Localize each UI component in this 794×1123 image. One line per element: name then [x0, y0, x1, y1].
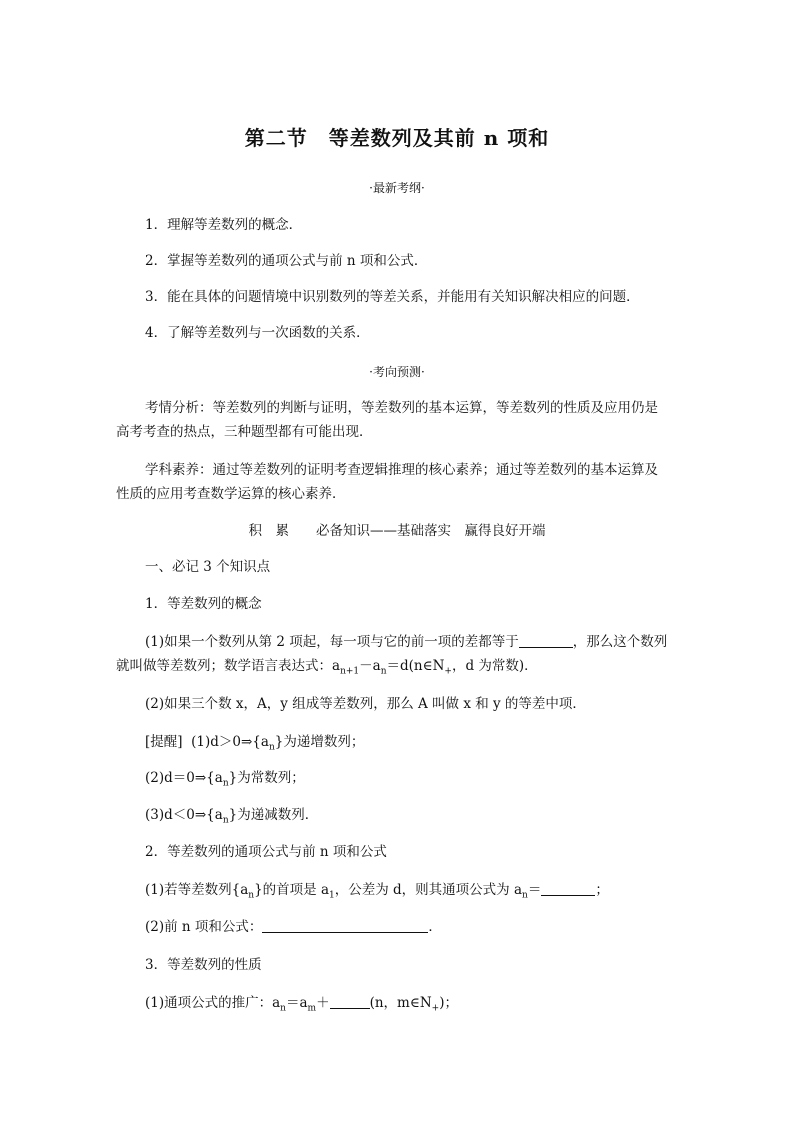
concept-para-2: (2)如果三个数 x，A，y 组成等差数列，那么 A 叫做 x 和 y 的等差中项．	[145, 696, 586, 712]
syllabus-item-3: 3．能在具体的问题情境中识别数列的等差关系，并能用有关知识解决相应的问题．	[145, 289, 640, 305]
analysis-line-2: 高考考查的热点，三种题型都有可能出现．	[116, 424, 373, 440]
syllabus-item-1: 1．理解等差数列的概念．	[145, 217, 303, 233]
accumulate-heading: 积 累 必备知识——基础落实 赢得良好开端	[248, 523, 546, 539]
tip-line-3: $(3)d<0\Rightarrow\{a_n\}$为递减数列．	[145, 807, 319, 826]
forecast-heading: ·考向预测·	[369, 365, 425, 379]
syllabus-heading: ·最新考纲·	[369, 181, 425, 195]
property-para-1: (1)通项公式的推广：$a_n=a_m+ (n$，$m\in N_+$)；	[145, 995, 458, 1014]
section1-heading: 一、必记 3 个知识点	[145, 559, 271, 575]
property-heading: 3．等差数列的性质	[145, 957, 262, 973]
formula-para-1: (1)若等差数列$\{a_n\}$的首项是 $a_1$，公差为 d，则其通项公式为 $a_n=$ ；	[145, 882, 609, 901]
fill-blank	[541, 881, 595, 896]
analysis-line-1: 考情分析：等差数列的判断与证明，等差数列的基本运算，等差数列的性质及应用仍是	[145, 400, 658, 416]
fill-blank	[262, 918, 428, 933]
fill-blank	[519, 633, 573, 648]
formula-heading: 2．等差数列的通项公式与前 n 项和公式	[145, 844, 387, 860]
syllabus-item-2: 2．掌握等差数列的通项公式与前 n 项和公式．	[145, 253, 428, 269]
literacy-line-1: 学科素养：通过等差数列的证明考查逻辑推理的核心素养；通过等差数列的基本运算及	[145, 462, 658, 478]
tip-line-2: $(2)d=0\Rightarrow\{a_n\}$为常数列；	[145, 770, 305, 789]
fill-blank	[330, 994, 370, 1009]
syllabus-item-4: 4．了解等差数列与一次函数的关系．	[145, 325, 370, 341]
concept-para-1: (1)如果一个数列从第 2 项起，每一项与它的前一项的差都等于 ，那么这个数列	[145, 634, 668, 650]
formula-para-2: (2)前 n 项和公式： ．	[145, 919, 442, 935]
concept-para-1-line-2: 就叫做等差数列；数学语言表达式：$a_{n+1}-a_n=d(n\in N_+$，d 为常数)．	[116, 658, 538, 677]
literacy-line-2: 性质的应用考查数学运算的核心素养．	[116, 486, 346, 502]
tip-label: [提醒]	[145, 734, 183, 750]
tip-line-1: [提醒] $(1)d>0\Rightarrow\{a_n\}$为递增数列；	[145, 734, 365, 753]
page-title: 第二节 等差数列及其前 n 项和	[244, 126, 550, 150]
concept-heading: 1．等差数列的概念	[145, 596, 262, 612]
